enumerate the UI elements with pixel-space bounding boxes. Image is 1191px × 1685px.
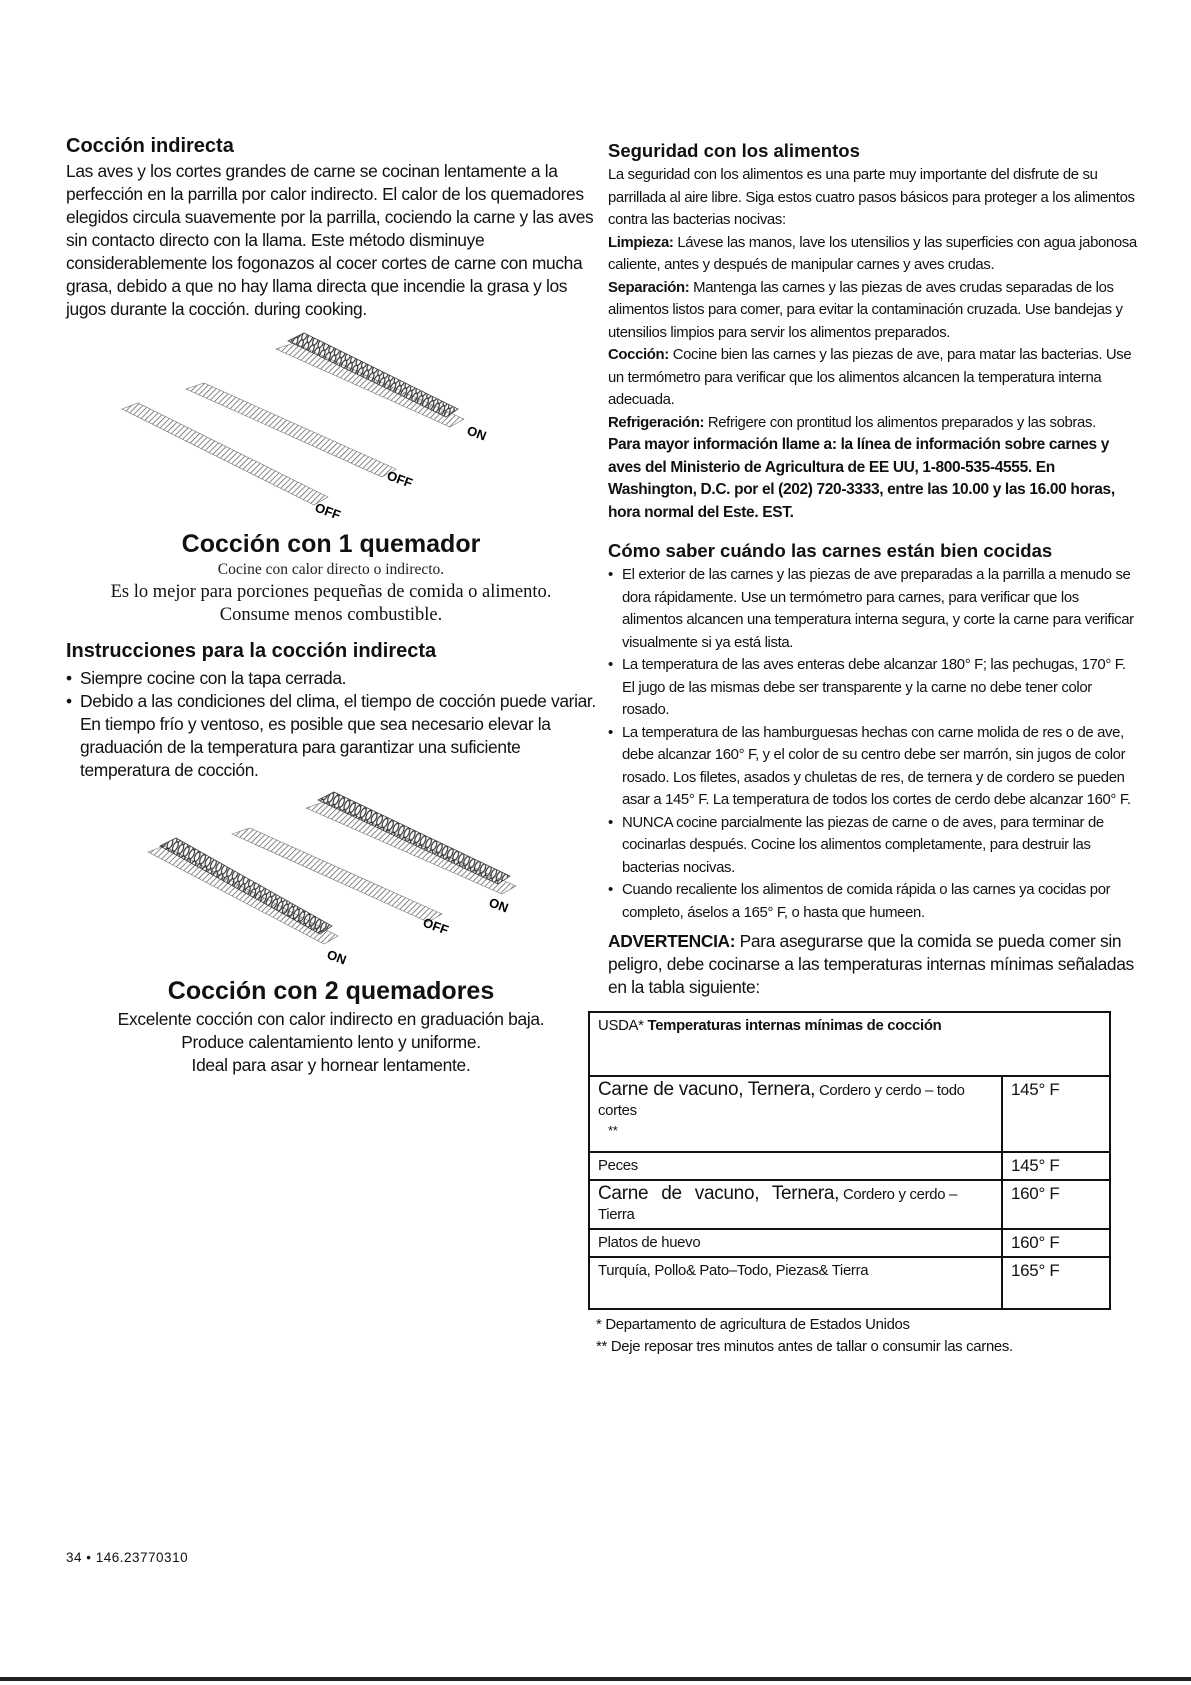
table-header: [589, 1012, 1110, 1076]
food-name-large: Carne de vacuno, Ternera,: [598, 1079, 816, 1100]
table-cell-food: Platos de huevo: [589, 1229, 1002, 1257]
table-cell-temp: 160° F: [1002, 1229, 1110, 1257]
right-column: [596, 140, 1140, 1358]
footnote: ** Deje reposar tres minutos antes de tallar o consumir las carnes.: [596, 1339, 1013, 1355]
food-note: **: [608, 1123, 618, 1138]
page-number: 34 • 146.23770310: [66, 1550, 189, 1565]
table-cell-temp: 145° F: [1002, 1152, 1110, 1180]
food-name-large: Carne de vacuno, Ternera,: [598, 1183, 840, 1204]
burner-label: ON: [486, 894, 511, 916]
table-cell-temp: 145° F: [1002, 1076, 1110, 1152]
table-cell-food: [589, 1180, 1002, 1229]
list-item: • La temperatura de las aves enteras debe alcanzar 180° F; las pechugas, 170° F. El jugo de las mismas debe ser transparente y la carne no debe tener color rosado.: [608, 654, 1140, 722]
two-burner-line: Produce calentamiento lento y uniforme.: [181, 1032, 481, 1052]
safety-step-label: Cocción:: [608, 347, 669, 363]
footnote: * Departamento de agricultura de Estados Unidos: [596, 1317, 910, 1333]
table-cell-food: [589, 1076, 1002, 1152]
indirect-cooking-title: Cocción indirecta: [66, 135, 234, 157]
table-header-cell: [589, 1012, 1110, 1076]
burner-diagram-2: [66, 790, 596, 972]
two-burner-title: Cocción con 2 quemadores: [167, 977, 495, 1005]
safety-step: [608, 277, 1140, 345]
burner-label: OFF: [384, 467, 415, 491]
food-name: Cordero y cerdo – todo cortes: [598, 1083, 965, 1119]
safety-step-label: Refrigeración:: [608, 414, 705, 431]
burner-label: OFF: [312, 499, 343, 523]
two-burner-figure: [66, 790, 596, 972]
list-item: • Cuando recaliente los alimentos de comida rápida o las carnes ya cocidas por completo, áselos a 165° F, o hasta que humeen.: [608, 879, 1140, 924]
two-burner-line: Ideal para asar y hornear lentamente.: [191, 1055, 471, 1075]
safety-step: [608, 344, 1140, 412]
table-row: [589, 1152, 1110, 1180]
safety-step-text: Mantenga las carnes y las piezas de aves crudas separadas de los alimentos listos para comer, para evitar la contaminación cruzada. Use bandejas y utensilios limpios para servir los alimentos preparados.: [608, 279, 1123, 341]
burner-label: ON: [464, 422, 489, 444]
table-header-prefix: USDA*: [598, 1018, 648, 1034]
list-item: • Debido a las condiciones del clima, el tiempo de cocción puede variar. En tiempo frío y ventoso, es posible que sea necesario elevar la graduación de la temperatura para garantizar una suficiente temperatura de cocción.: [66, 690, 596, 782]
table-cell-temp: 165° F: [1002, 1257, 1110, 1309]
safety-step: [608, 412, 1140, 435]
bottom-rule: [0, 1677, 1191, 1681]
burner-diagram-1: [66, 329, 596, 529]
burner-label: ON: [324, 946, 349, 968]
one-burner-subtitle: Cocine con calor directo o indirecto.: [217, 561, 445, 578]
warning-text: Para asegurarse que la comida se pueda comer sin peligro, debe cocinarse a las temperaturas internas mínimas señaladas en la tabla siguiente:: [608, 931, 1134, 997]
list-item: • NUNCA cocine parcialmente las piezas de carne o de aves, para terminar de cocinarlas después. Cocine los alimentos completamente, para destruir las bacterias nocivas.: [608, 812, 1140, 880]
indirect-cooking-text: Las aves y los cortes grandes de carne se cocinan lentamente a la perfección en la parrilla por calor indirecto. El calor de los quemadores elegidos circula suavemente por la parrilla, cociendo la carne y las aves sin contacto directo con la llama. Este método disminuye considerablemente los fogonazos al cocer cortes de carne con mucha grasa, debido a que no hay llama directa que incendie la grasa y los jugos durante la cocción. during cooking.: [66, 161, 594, 319]
safety-step-label: Limpieza:: [608, 234, 674, 251]
one-burner-line: Es lo mejor para porciones pequeñas de comida o alimento.: [110, 582, 552, 602]
safety-step: [608, 232, 1140, 277]
one-burner-title: Cocción con 1 quemador: [181, 530, 481, 558]
warning-label: ADVERTENCIA:: [608, 931, 736, 951]
food-name: Cordero y cerdo –Tierra: [598, 1187, 958, 1223]
table-cell-temp: 160° F: [1002, 1180, 1110, 1229]
warning: [608, 930, 1140, 999]
list-item: • El exterior de las carnes y las piezas de ave preparadas a la parrilla a menudo se dora rápidamente. Use un termómetro para carnes, para verificar que los alimentos alcancen una temperatura interna segura, y corte la carne para verificar visualmente si ya está lista.: [608, 564, 1140, 654]
food-safety-intro: La seguridad con los alimentos es una parte muy importante del disfrute de su parrillada al aire libre. Siga estos cuatro pasos básicos para proteger a los alimentos contra las bacterias nocivas:: [608, 167, 1135, 228]
table-row: [589, 1076, 1110, 1152]
safety-step-text: Cocine bien las carnes y las piezas de ave, para matar las bacterias. Use un termómetro para verificar que los alimentos alcancen la temperatura interna adecuada.: [608, 347, 1132, 408]
safety-step-label: Separación:: [608, 279, 690, 296]
usda-info: Para mayor información llame a: la línea de información sobre carnes y aves del Ministerio de Agricultura de EE UU, 1-800-535-4555. En Washington, D.C. por el (202) 720-3333, entre las 10.00 y las 16.00 horas, hora normal del Este. EST.: [608, 436, 1115, 521]
one-burner-figure: [66, 329, 596, 529]
burner-tube: [276, 333, 464, 427]
left-column: [66, 134, 596, 1077]
instructions-list: [66, 667, 596, 782]
burner-label: OFF: [420, 914, 451, 938]
burner-tube: [148, 838, 338, 944]
table-row: [589, 1229, 1110, 1257]
table-cell-food: Peces: [589, 1152, 1002, 1180]
table-row: [589, 1257, 1110, 1309]
doneness-title: Cómo saber cuándo las carnes están bien cocidas: [608, 540, 1053, 561]
table-row: [589, 1180, 1110, 1229]
safety-step-text: Lávese las manos, lave los utensilios y las superficies con agua jabonosa caliente, antes y después de manipular carnes y aves crudas.: [608, 234, 1137, 273]
instructions-title: Instrucciones para la cocción indirecta: [66, 640, 437, 662]
table-header-title: Temperaturas internas mínimas de cocción: [647, 1018, 942, 1034]
list-item: • La temperatura de las hamburguesas hechas con carne molida de res o de ave, debe alcanzar 160° F, y el color de su centro debe ser marrón, sin jugos de color rosado. Los filetes, asados y chuletas de res, de ternera y de cordero se pueden asar a 145° F. La temperatura de todos los cortes de cerdo debe alcanzar 160° F.: [608, 722, 1140, 812]
food-safety-title: Seguridad con los alimentos: [608, 140, 860, 161]
one-burner-line: Consume menos combustible.: [219, 605, 443, 625]
temperature-table: [588, 1011, 1111, 1310]
safety-step-text: Refrigere con prontitud los alimentos preparados y las sobras.: [704, 414, 1096, 431]
two-burner-line: Excelente cocción con calor indirecto en graduación baja.: [117, 1009, 545, 1029]
burner-tube: [122, 403, 328, 505]
table-cell-food: Turquía, Pollo& Pato–Todo, Piezas& Tierra: [589, 1257, 1002, 1309]
doneness-list: [608, 564, 1140, 924]
list-item: • Siempre cocine con la tapa cerrada.: [66, 667, 596, 690]
burner-tube: [186, 383, 396, 477]
